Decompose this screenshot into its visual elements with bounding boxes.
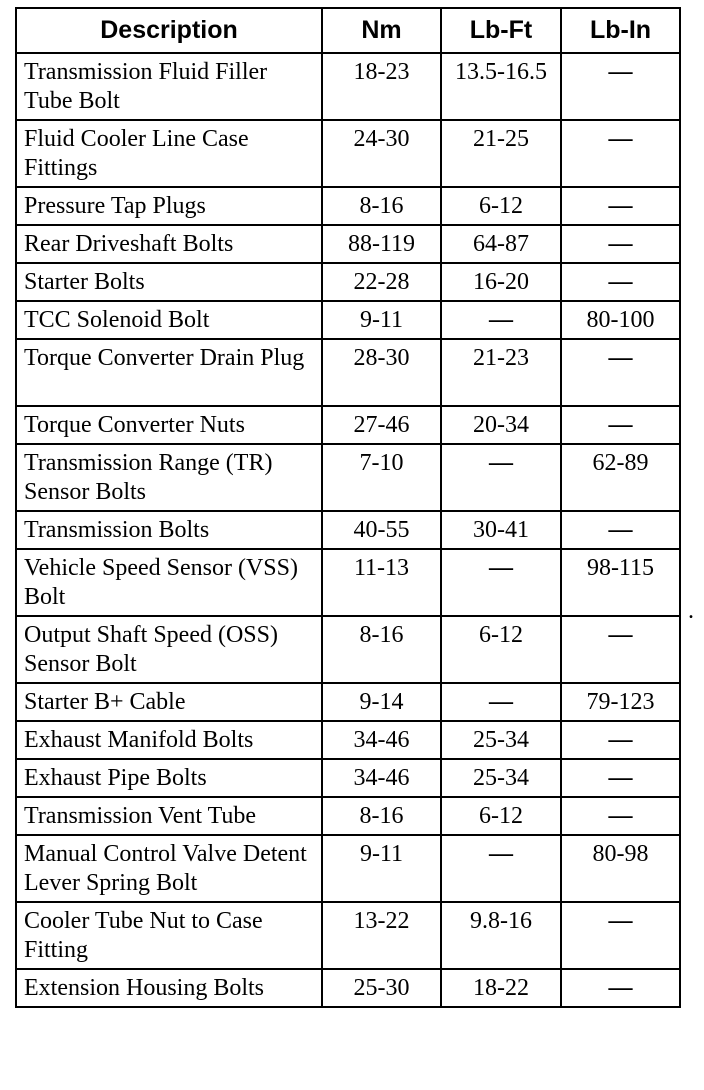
description-cell: Rear Driveshaft Bolts	[16, 225, 322, 263]
table-row	[16, 444, 680, 511]
table-header-row	[16, 8, 680, 53]
lb-in-cell: —	[561, 759, 680, 797]
nm-cell: 22-28	[322, 263, 441, 301]
table-row	[16, 225, 680, 263]
table-row	[16, 406, 680, 444]
description-cell: Transmission Vent Tube	[16, 797, 322, 835]
lb-in-cell: —	[561, 969, 680, 1007]
lb-in-cell: —	[561, 53, 680, 120]
nm-cell: 9-11	[322, 835, 441, 902]
nm-cell: 13-22	[322, 902, 441, 969]
description-cell: TCC Solenoid Bolt	[16, 301, 322, 339]
table-row	[16, 797, 680, 835]
table-row	[16, 187, 680, 225]
nm-cell: 8-16	[322, 187, 441, 225]
lb-ft-cell: —	[441, 444, 561, 511]
lb-ft-cell: 21-25	[441, 120, 561, 187]
lb-in-cell: —	[561, 616, 680, 683]
lb-ft-cell: 25-34	[441, 721, 561, 759]
lb-in-cell: —	[561, 187, 680, 225]
torque-spec-table	[15, 7, 681, 1008]
description-cell: Transmission Bolts	[16, 511, 322, 549]
table-row	[16, 339, 680, 406]
lb-ft-cell: 13.5-16.5	[441, 53, 561, 120]
header-lb-in: Lb-In	[561, 8, 680, 53]
table-row	[16, 683, 680, 721]
nm-cell: 34-46	[322, 759, 441, 797]
lb-ft-cell: 18-22	[441, 969, 561, 1007]
description-cell: Extension Housing Bolts	[16, 969, 322, 1007]
description-cell: Starter B+ Cable	[16, 683, 322, 721]
table-row	[16, 511, 680, 549]
lb-in-cell: —	[561, 797, 680, 835]
nm-cell: 24-30	[322, 120, 441, 187]
nm-cell: 34-46	[322, 721, 441, 759]
table-body	[16, 53, 680, 1007]
lb-in-cell: 79-123	[561, 683, 680, 721]
stray-mark: .	[688, 598, 694, 624]
description-cell: Pressure Tap Plugs	[16, 187, 322, 225]
description-cell: Fluid Cooler Line Case Fittings	[16, 120, 322, 187]
table-row	[16, 902, 680, 969]
lb-ft-cell: 6-12	[441, 797, 561, 835]
nm-cell: 8-16	[322, 616, 441, 683]
table-row	[16, 835, 680, 902]
torque-spec-table-container	[15, 7, 681, 1008]
nm-cell: 7-10	[322, 444, 441, 511]
description-cell: Transmission Range (TR) Sensor Bolts	[16, 444, 322, 511]
lb-ft-cell: 21-23	[441, 339, 561, 406]
lb-ft-cell: 6-12	[441, 187, 561, 225]
lb-ft-cell: 64-87	[441, 225, 561, 263]
lb-in-cell: —	[561, 902, 680, 969]
nm-cell: 28-30	[322, 339, 441, 406]
lb-in-cell: —	[561, 721, 680, 759]
description-cell: Torque Converter Nuts	[16, 406, 322, 444]
table-row	[16, 969, 680, 1007]
lb-ft-cell: 6-12	[441, 616, 561, 683]
table-row	[16, 53, 680, 120]
nm-cell: 25-30	[322, 969, 441, 1007]
lb-ft-cell: 30-41	[441, 511, 561, 549]
lb-in-cell: —	[561, 120, 680, 187]
lb-ft-cell: 9.8-16	[441, 902, 561, 969]
lb-ft-cell: —	[441, 549, 561, 616]
description-cell: Exhaust Manifold Bolts	[16, 721, 322, 759]
description-cell: Manual Control Valve Detent Lever Spring Bolt	[16, 835, 322, 902]
description-cell: Output Shaft Speed (OSS) Sensor Bolt	[16, 616, 322, 683]
lb-ft-cell: —	[441, 301, 561, 339]
nm-cell: 88-119	[322, 225, 441, 263]
lb-in-cell: —	[561, 406, 680, 444]
header-lb-ft: Lb-Ft	[441, 8, 561, 53]
lb-ft-cell: —	[441, 835, 561, 902]
table-row	[16, 549, 680, 616]
nm-cell: 11-13	[322, 549, 441, 616]
lb-in-cell: —	[561, 339, 680, 406]
lb-in-cell: —	[561, 225, 680, 263]
table-row	[16, 263, 680, 301]
header-nm: Nm	[322, 8, 441, 53]
lb-in-cell: 80-100	[561, 301, 680, 339]
lb-in-cell: 80-98	[561, 835, 680, 902]
description-cell: Cooler Tube Nut to Case Fitting	[16, 902, 322, 969]
table-row	[16, 616, 680, 683]
lb-in-cell: 62-89	[561, 444, 680, 511]
description-cell: Vehicle Speed Sensor (VSS) Bolt	[16, 549, 322, 616]
description-cell: Torque Converter Drain Plug	[16, 339, 322, 406]
description-cell: Starter Bolts	[16, 263, 322, 301]
lb-in-cell: —	[561, 263, 680, 301]
description-cell: Exhaust Pipe Bolts	[16, 759, 322, 797]
table-row	[16, 301, 680, 339]
lb-in-cell: —	[561, 511, 680, 549]
table-row	[16, 721, 680, 759]
nm-cell: 9-11	[322, 301, 441, 339]
table-row	[16, 759, 680, 797]
lb-in-cell: 98-115	[561, 549, 680, 616]
nm-cell: 9-14	[322, 683, 441, 721]
table-row	[16, 120, 680, 187]
lb-ft-cell: 20-34	[441, 406, 561, 444]
nm-cell: 18-23	[322, 53, 441, 120]
header-description: Description	[16, 8, 322, 53]
nm-cell: 8-16	[322, 797, 441, 835]
lb-ft-cell: 25-34	[441, 759, 561, 797]
nm-cell: 27-46	[322, 406, 441, 444]
nm-cell: 40-55	[322, 511, 441, 549]
lb-ft-cell: —	[441, 683, 561, 721]
description-cell: Transmission Fluid Filler Tube Bolt	[16, 53, 322, 120]
lb-ft-cell: 16-20	[441, 263, 561, 301]
